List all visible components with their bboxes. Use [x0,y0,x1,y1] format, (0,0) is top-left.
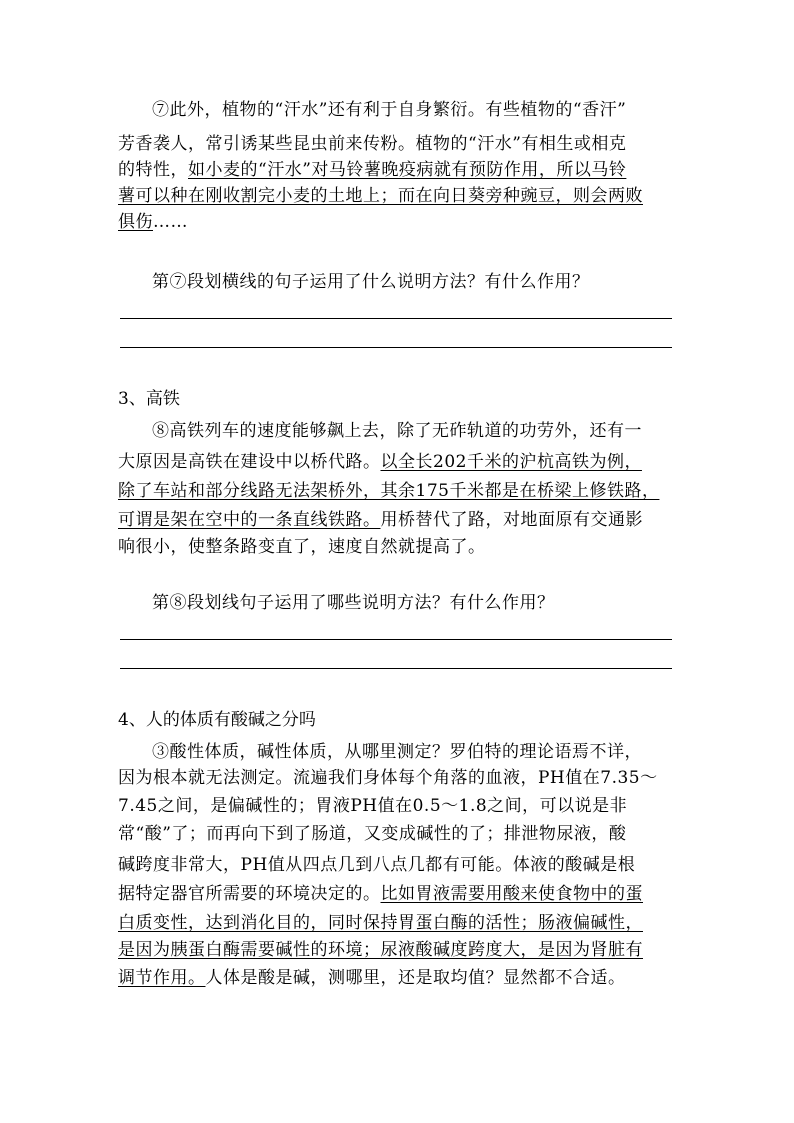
paragraph-line: 碱跨度非常大，PH值从四点几到八点几都有可能。体液的酸碱是根 [118,855,636,875]
underlined-sentence: 薯可以种在刚收割完小麦的土地上；而在向日葵旁种豌豆，则会两败 [118,186,643,206]
paragraph-line: ⑧高铁列车的速度能够飙上去，除了无砟轨道的功劳外，还有一 [152,421,642,441]
question-text: 第⑧段划线句子运用了哪些说明方法？有什么作用？ [152,593,555,613]
paragraph-line: 7.45之间，是偏碱性的；胃液PH值在0.5～1.8之间，可以说是非 [118,796,628,816]
paragraph-line: 俱伤…… [118,212,188,232]
paragraph-line: 常“酸”了；而再向下到了肠道，又变成碱性的了；排泄物尿液，酸 [118,824,627,844]
underlined-sentence: 白质变性，达到消化目的，同时保持胃蛋白酶的活性；肠液偏碱性， [118,913,643,933]
paragraph-line: 调节作用。人体是酸是碱，测哪里，还是取均值？显然都不合适。 [118,968,626,988]
answer-line[interactable] [120,318,672,319]
paragraph-line: 响很小，使整条路变直了，速度自然就提高了。 [118,537,486,557]
question-text: 第⑦段划横线的句子运用了什么说明方法？有什么作用？ [152,272,590,292]
paragraph-line: 芳香袭人，常引诱某些昆虫前来传粉。植物的“汗水”有相生或相克 [118,134,627,154]
paragraph-line: 的特性，如小麦的“汗水”对马铃薯晚疫病就有预防作用，所以马铃 [118,160,627,180]
underlined-sentence: 除了车站和部分线路无法架桥外，其余175千米都是在桥梁上修铁路， [118,481,660,501]
underlined-sentence: 以全长202千米的沪杭高铁为例， [380,452,642,472]
paragraph-line: 大原因是高铁在建设中以桥代路。以全长202千米的沪杭高铁为例， [118,452,642,472]
paragraph-line: 可谓是架在空中的一条直线铁路。用桥替代了路，对地面原有交通影 [118,510,643,530]
section-heading: 3、高铁 [118,389,180,409]
paragraph-line: ⑦此外，植物的“汗水”还有利于自身繁衍。有些植物的“香汗” [152,100,627,120]
underlined-sentence: 俱伤 [118,212,153,232]
underlined-sentence: 如小麦的“汗水”对马铃薯晚疫病就有预防作用，所以马铃 [188,160,627,180]
underlined-sentence: 调节作用。 [118,968,206,988]
answer-line[interactable] [120,347,672,348]
section-heading: 4、人的体质有酸碱之分吗 [118,710,316,730]
underlined-sentence: 是因为胰蛋白酶需要碱性的环境；尿液酸碱度跨度大，是因为肾脏有 [118,940,643,960]
answer-line[interactable] [120,668,672,669]
paragraph-line: ③酸性体质，碱性体质，从哪里测定？罗伯特的理论语焉不详， [152,742,642,762]
underlined-sentence: 比如胃液需要用酸来使食物中的蛋 [380,884,643,904]
answer-line[interactable] [120,639,672,640]
paragraph-line: 因为根本就无法测定。流遍我们身体每个角落的血液，PH值在7.35～ [118,768,658,788]
paragraph-line: 据特定器官所需要的环境决定的。比如胃液需要用酸来使食物中的蛋 [118,884,643,904]
underlined-sentence: 可谓是架在空中的一条直线铁路。 [118,510,381,530]
